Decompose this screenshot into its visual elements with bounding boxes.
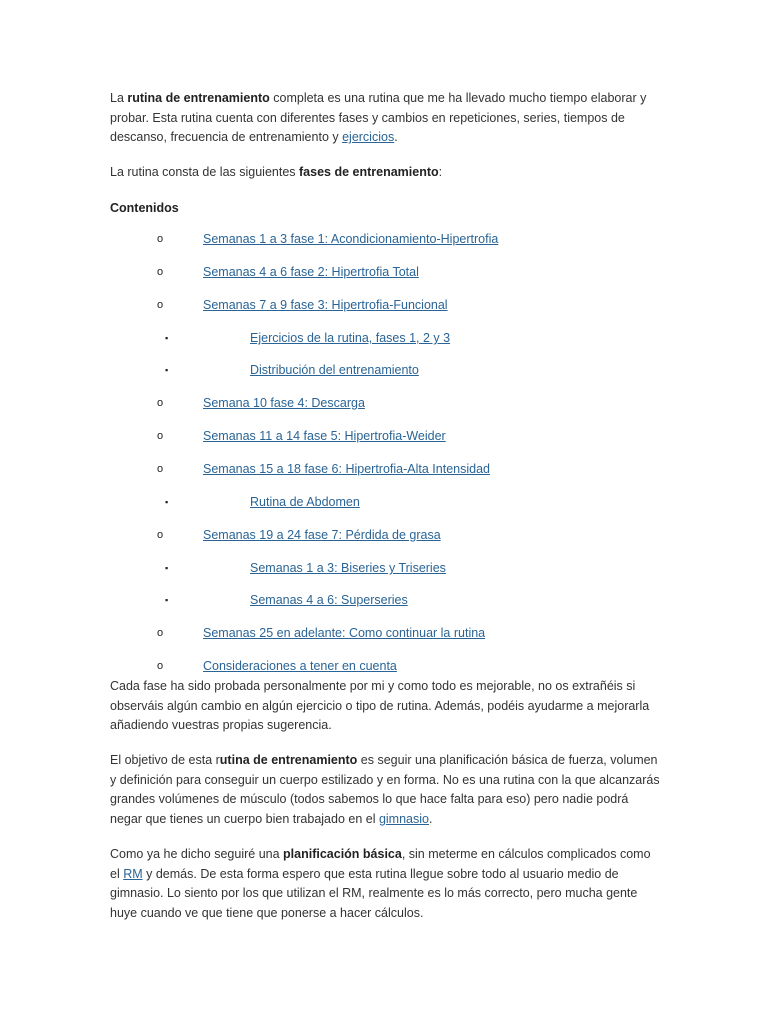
contents-heading: Contenidos <box>110 201 179 215</box>
bold-term: rutina de entrenamiento <box>127 91 270 105</box>
circle-bullet-icon: o <box>157 299 164 311</box>
bold-term: utina de entrenamiento <box>219 753 358 767</box>
toc-link[interactable]: Semanas 1 a 3 fase 1: Acondicionamiento-Hipertrofia <box>203 232 499 246</box>
square-bullet-icon: ▪ <box>165 563 169 573</box>
circle-bullet-icon: o <box>157 463 164 475</box>
toc-link[interactable]: Semanas 15 a 18 fase 6: Hipertrofia-Alta Intensidad <box>203 462 490 476</box>
toc-link[interactable]: Consideraciones a tener en cuenta <box>203 659 397 673</box>
toc-link[interactable]: Semanas 11 a 14 fase 5: Hipertrofia-Weider <box>203 429 446 443</box>
toc-link[interactable]: Semana 10 fase 4: Descarga <box>203 396 365 410</box>
circle-bullet-icon: o <box>157 397 164 409</box>
circle-bullet-icon: o <box>157 529 164 541</box>
circle-bullet-icon: o <box>157 430 164 442</box>
body-paragraph-1: Cada fase ha sido probada personalmente por mi y como todo es mejorable, no os extrañéis si observáis algún cambio en algún ejercicio o tipo de rutina. Además, podéis ayudarme a mejorarla añadiendo vuestras propias sugerencia. <box>110 679 650 733</box>
toc-link[interactable]: Semanas 4 a 6 fase 2: Hipertrofia Total <box>203 265 419 279</box>
gimnasio-link[interactable]: gimnasio <box>378 811 429 826</box>
circle-bullet-icon: o <box>157 233 164 245</box>
body-paragraph-3: Como ya he dicho seguiré una planificación básica, sin meterme en cálculos complicados como el RM y demás. De esta forma espero que esta rutina llegue sobre todo al usuario medio de gimnasio. Lo siento por los que utilizan el RM, realmente es lo más correcto, pero mucha gente huye cuando ve que tiene que ponerse a hacer cálculos. <box>110 847 651 920</box>
phases-intro-paragraph: La rutina consta de las siguientes fases de entrenamiento: <box>110 165 443 179</box>
toc-link[interactable]: Semanas 19 a 24 fase 7: Pérdida de grasa <box>203 528 441 542</box>
body-paragraph-2: El objetivo de esta rutina de entrenamiento es seguir una planificación básica de fuerza, volumen y definición para conseguir un cuerpo estilizado y en forma. No es una rutina con la que alcanzarás grandes volúmenes de músculo (todos sabemos lo que hace falta para eso) pero nadie podrá negar que tienes un cuerpo bien trabajado en el gimnasio. <box>110 753 660 826</box>
circle-bullet-icon: o <box>157 266 164 278</box>
circle-bullet-icon: o <box>157 660 164 672</box>
toc-link[interactable]: Semanas 25 en adelante: Como continuar la rutina <box>203 626 486 640</box>
square-bullet-icon: ▪ <box>165 595 169 605</box>
ejercicios-link[interactable]: ejercicios <box>342 130 395 145</box>
bold-term: fases de entrenamiento <box>299 165 439 179</box>
toc-link[interactable]: Semanas 4 a 6: Superseries <box>250 593 408 607</box>
square-bullet-icon: ▪ <box>165 497 169 507</box>
toc-link[interactable]: Semanas 7 a 9 fase 3: Hipertrofia-Funcional <box>203 298 448 312</box>
intro-paragraph: La rutina de entrenamiento completa es una rutina que me ha llevado mucho tiempo elaborar y probar. Esta rutina cuenta con diferentes fases y cambios en repeticiones, series, tiempos de descanso, frecuencia de entrenamiento y ejercicios. <box>110 91 647 145</box>
bold-term: planificación básica <box>283 847 402 861</box>
toc-link[interactable]: Ejercicios de la rutina, fases 1, 2 y 3 <box>250 331 451 345</box>
rm-link[interactable]: RM <box>123 866 143 881</box>
toc-link[interactable]: Semanas 1 a 3: Biseries y Triseries <box>250 561 446 575</box>
square-bullet-icon: ▪ <box>165 365 169 375</box>
toc-link[interactable]: Rutina de Abdomen <box>250 495 360 509</box>
circle-bullet-icon: o <box>157 627 164 639</box>
square-bullet-icon: ▪ <box>165 333 169 343</box>
toc-link[interactable]: Distribución del entrenamiento <box>250 363 419 377</box>
